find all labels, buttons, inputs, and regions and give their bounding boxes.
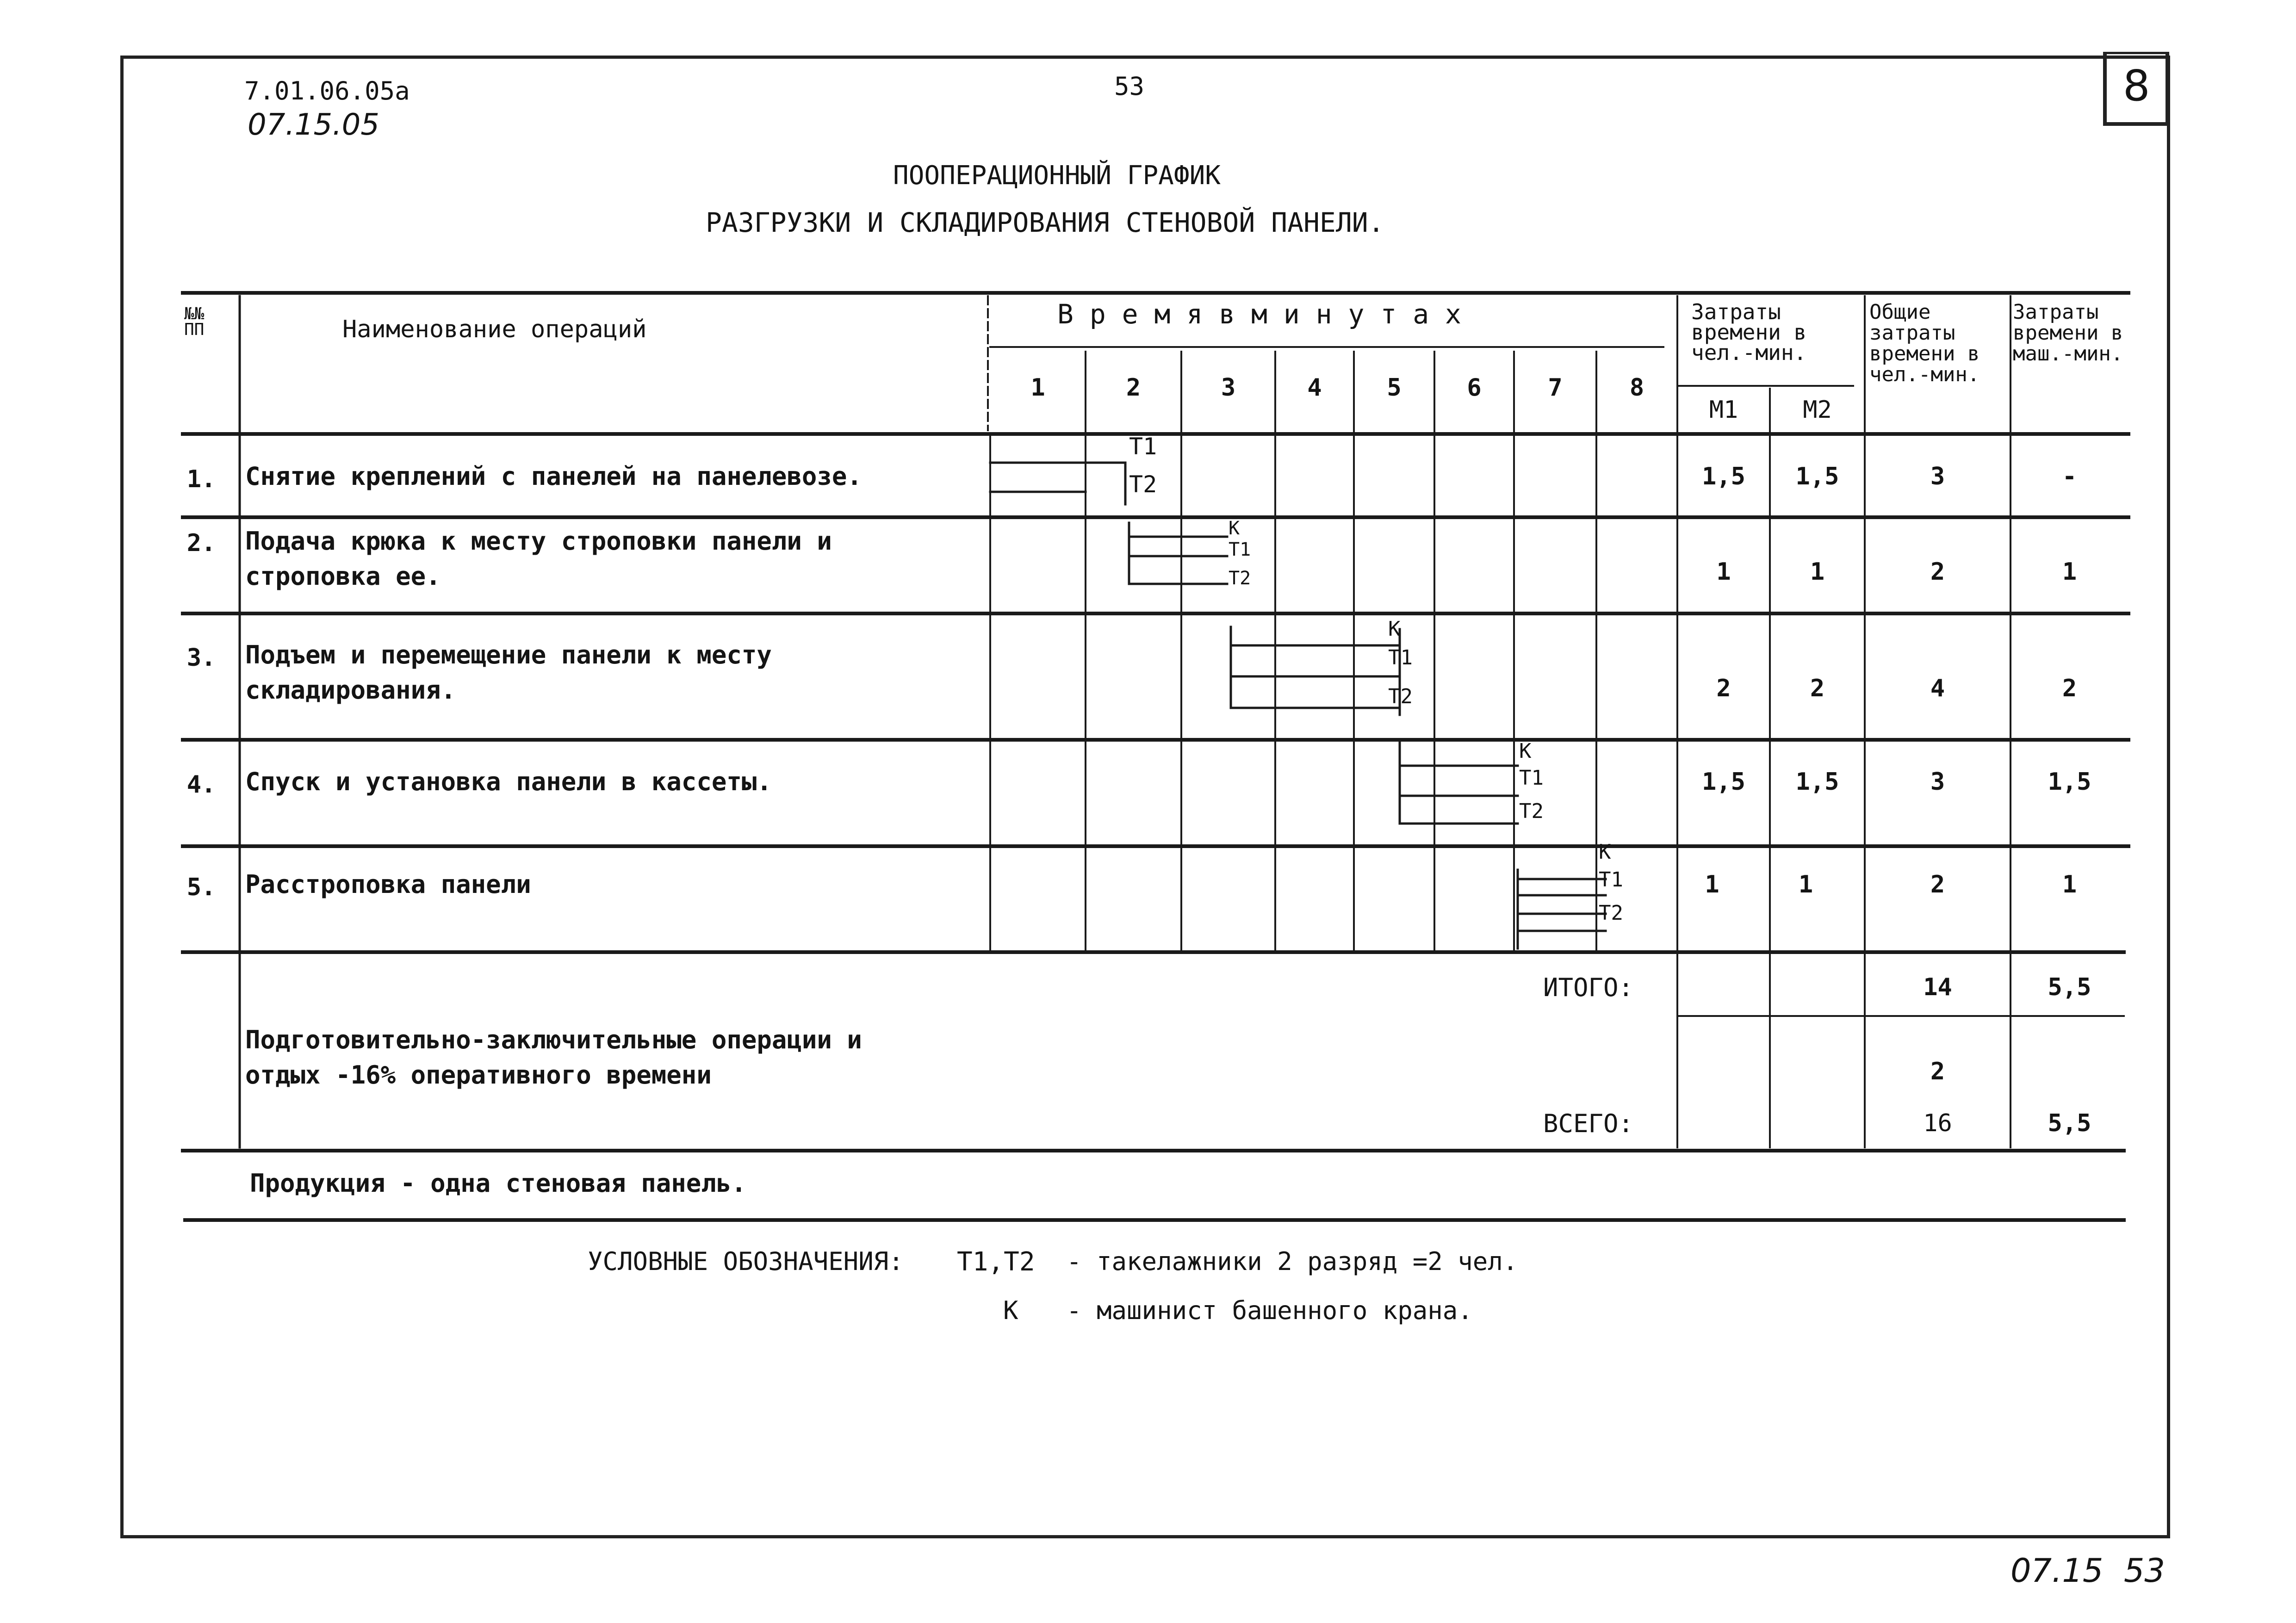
itogo-total: 14 <box>1923 973 1952 1001</box>
worker-label: Т2 <box>1388 685 1413 708</box>
row-number: 3. <box>186 644 216 672</box>
total-value: 2 <box>1930 871 1945 898</box>
itogo-label: ИТОГО: <box>1543 973 1634 1002</box>
row-number: 1. <box>186 465 216 493</box>
col-name-header: Наименование операций <box>342 316 647 343</box>
row-number: 5. <box>186 873 216 901</box>
worker-label: К <box>1229 518 1240 539</box>
m2-value: 2 <box>1810 675 1825 702</box>
col-costs-header: Затраты времени в чел.-мин. <box>1691 299 1807 365</box>
machine-value: 1,5 <box>2048 768 2091 796</box>
worker-label: К <box>1388 617 1401 641</box>
m2-value: 1,5 <box>1795 768 1839 796</box>
operation-name: Спуск и установка панели в кассеты. <box>245 767 772 796</box>
footer-handwritten-number: 07.15 53 <box>2011 1552 2165 1590</box>
worker-label: Т2 <box>1229 568 1251 589</box>
total-value: 3 <box>1930 768 1945 796</box>
minute-header: 3 <box>1221 374 1236 402</box>
worker-label: Т1 <box>1229 539 1251 560</box>
legend-k-desc: - машинист башенного крана. <box>1067 1296 1473 1325</box>
legend-t-symbol: Т1,Т2 <box>957 1247 1035 1277</box>
prep-total: 2 <box>1930 1058 1945 1085</box>
itogo-machine: 5,5 <box>2048 973 2091 1001</box>
title-line-2: РАЗГРУЗКИ И СКЛАДИРОВАНИЯ СТЕНОВОЙ ПАНЕЛИ. <box>706 207 1384 238</box>
legend-k-symbol: К <box>1003 1296 1018 1325</box>
legend-label: УСЛОВНЫЕ ОБОЗНАЧЕНИЯ: <box>588 1247 904 1276</box>
vsego-label: ВСЕГО: <box>1543 1109 1634 1138</box>
operation-name: Подача крюка к месту строповки панели и строповка ее. <box>245 527 832 591</box>
legend-t-desc: - такелажники 2 разряд =2 чел. <box>1067 1247 1518 1276</box>
m1-value: 1 <box>1716 558 1731 586</box>
col-m1-header: М1 <box>1709 396 1738 424</box>
operation-name: Расстроповка панели <box>245 870 531 899</box>
total-value: 4 <box>1930 675 1945 702</box>
prep-operations-text: Подготовительно-заключительные операции и отдых -16% оперативного времени <box>245 1025 862 1090</box>
row-number: 4. <box>186 771 216 799</box>
vsego-machine: 5,5 <box>2048 1109 2091 1137</box>
worker-label: Т2 <box>1519 799 1544 823</box>
page-number: 53 <box>1114 72 1145 101</box>
product-note: Продукция - одна стеновая панель. <box>250 1169 746 1198</box>
worker-label: Т1 <box>1388 646 1413 669</box>
col-time-header: В р е м я в м и н у т а х <box>1057 298 1461 330</box>
minute-header: 8 <box>1629 374 1644 402</box>
minute-header: 7 <box>1548 374 1563 402</box>
vsego-total: 16 <box>1923 1109 1952 1137</box>
worker-label: К <box>1599 840 1611 864</box>
operation-name: Подъем и перемещение панели к месту складирования. <box>245 640 772 705</box>
m1-value: 1,5 <box>1702 463 1745 490</box>
worker-label: Т1 <box>1129 433 1157 460</box>
total-value: 2 <box>1930 558 1945 586</box>
title-line-1: ПООПЕРАЦИОННЫЙ ГРАФИК <box>893 161 1221 191</box>
minute-header: 1 <box>1030 374 1045 402</box>
worker-label: Т1 <box>1599 868 1623 892</box>
col-total-header: Общие затраты времени в чел.-мин. <box>1869 300 1980 386</box>
doc-code: 7.01.06.05а <box>244 76 410 105</box>
operation-name: Снятие креплений с панелей на панелевозе. <box>245 462 862 491</box>
worker-label: К <box>1519 739 1532 763</box>
m1-value: 2 <box>1716 675 1731 702</box>
machine-value: 1 <box>2062 871 2077 898</box>
m1-value: 1,5 <box>1702 768 1745 796</box>
machine-value: 1 <box>2062 558 2077 586</box>
row-number: 2. <box>186 529 216 557</box>
doc-code-handwritten: 07.15.05 <box>248 108 379 142</box>
m2-value: 1 <box>1798 871 1813 898</box>
col-no-header: №№ ПП <box>184 304 205 339</box>
minute-header: 4 <box>1307 374 1322 402</box>
machine-value: - <box>2062 463 2077 490</box>
worker-label: Т2 <box>1599 901 1623 925</box>
col-machine-header: Затраты времени в маш.-мин. <box>2013 300 2123 365</box>
m2-value: 1,5 <box>1795 463 1839 490</box>
total-value: 3 <box>1930 463 1945 490</box>
minute-header: 5 <box>1387 374 1402 402</box>
worker-label: Т2 <box>1129 471 1157 498</box>
machine-value: 2 <box>2062 675 2077 702</box>
minute-header: 2 <box>1126 374 1141 402</box>
minute-header: 6 <box>1467 374 1482 402</box>
m2-value: 1 <box>1810 558 1825 586</box>
sheet-mark: 8 <box>2123 61 2150 111</box>
m1-value: 1 <box>1705 871 1719 898</box>
worker-label: Т1 <box>1519 766 1544 790</box>
col-m2-header: М2 <box>1803 396 1832 424</box>
